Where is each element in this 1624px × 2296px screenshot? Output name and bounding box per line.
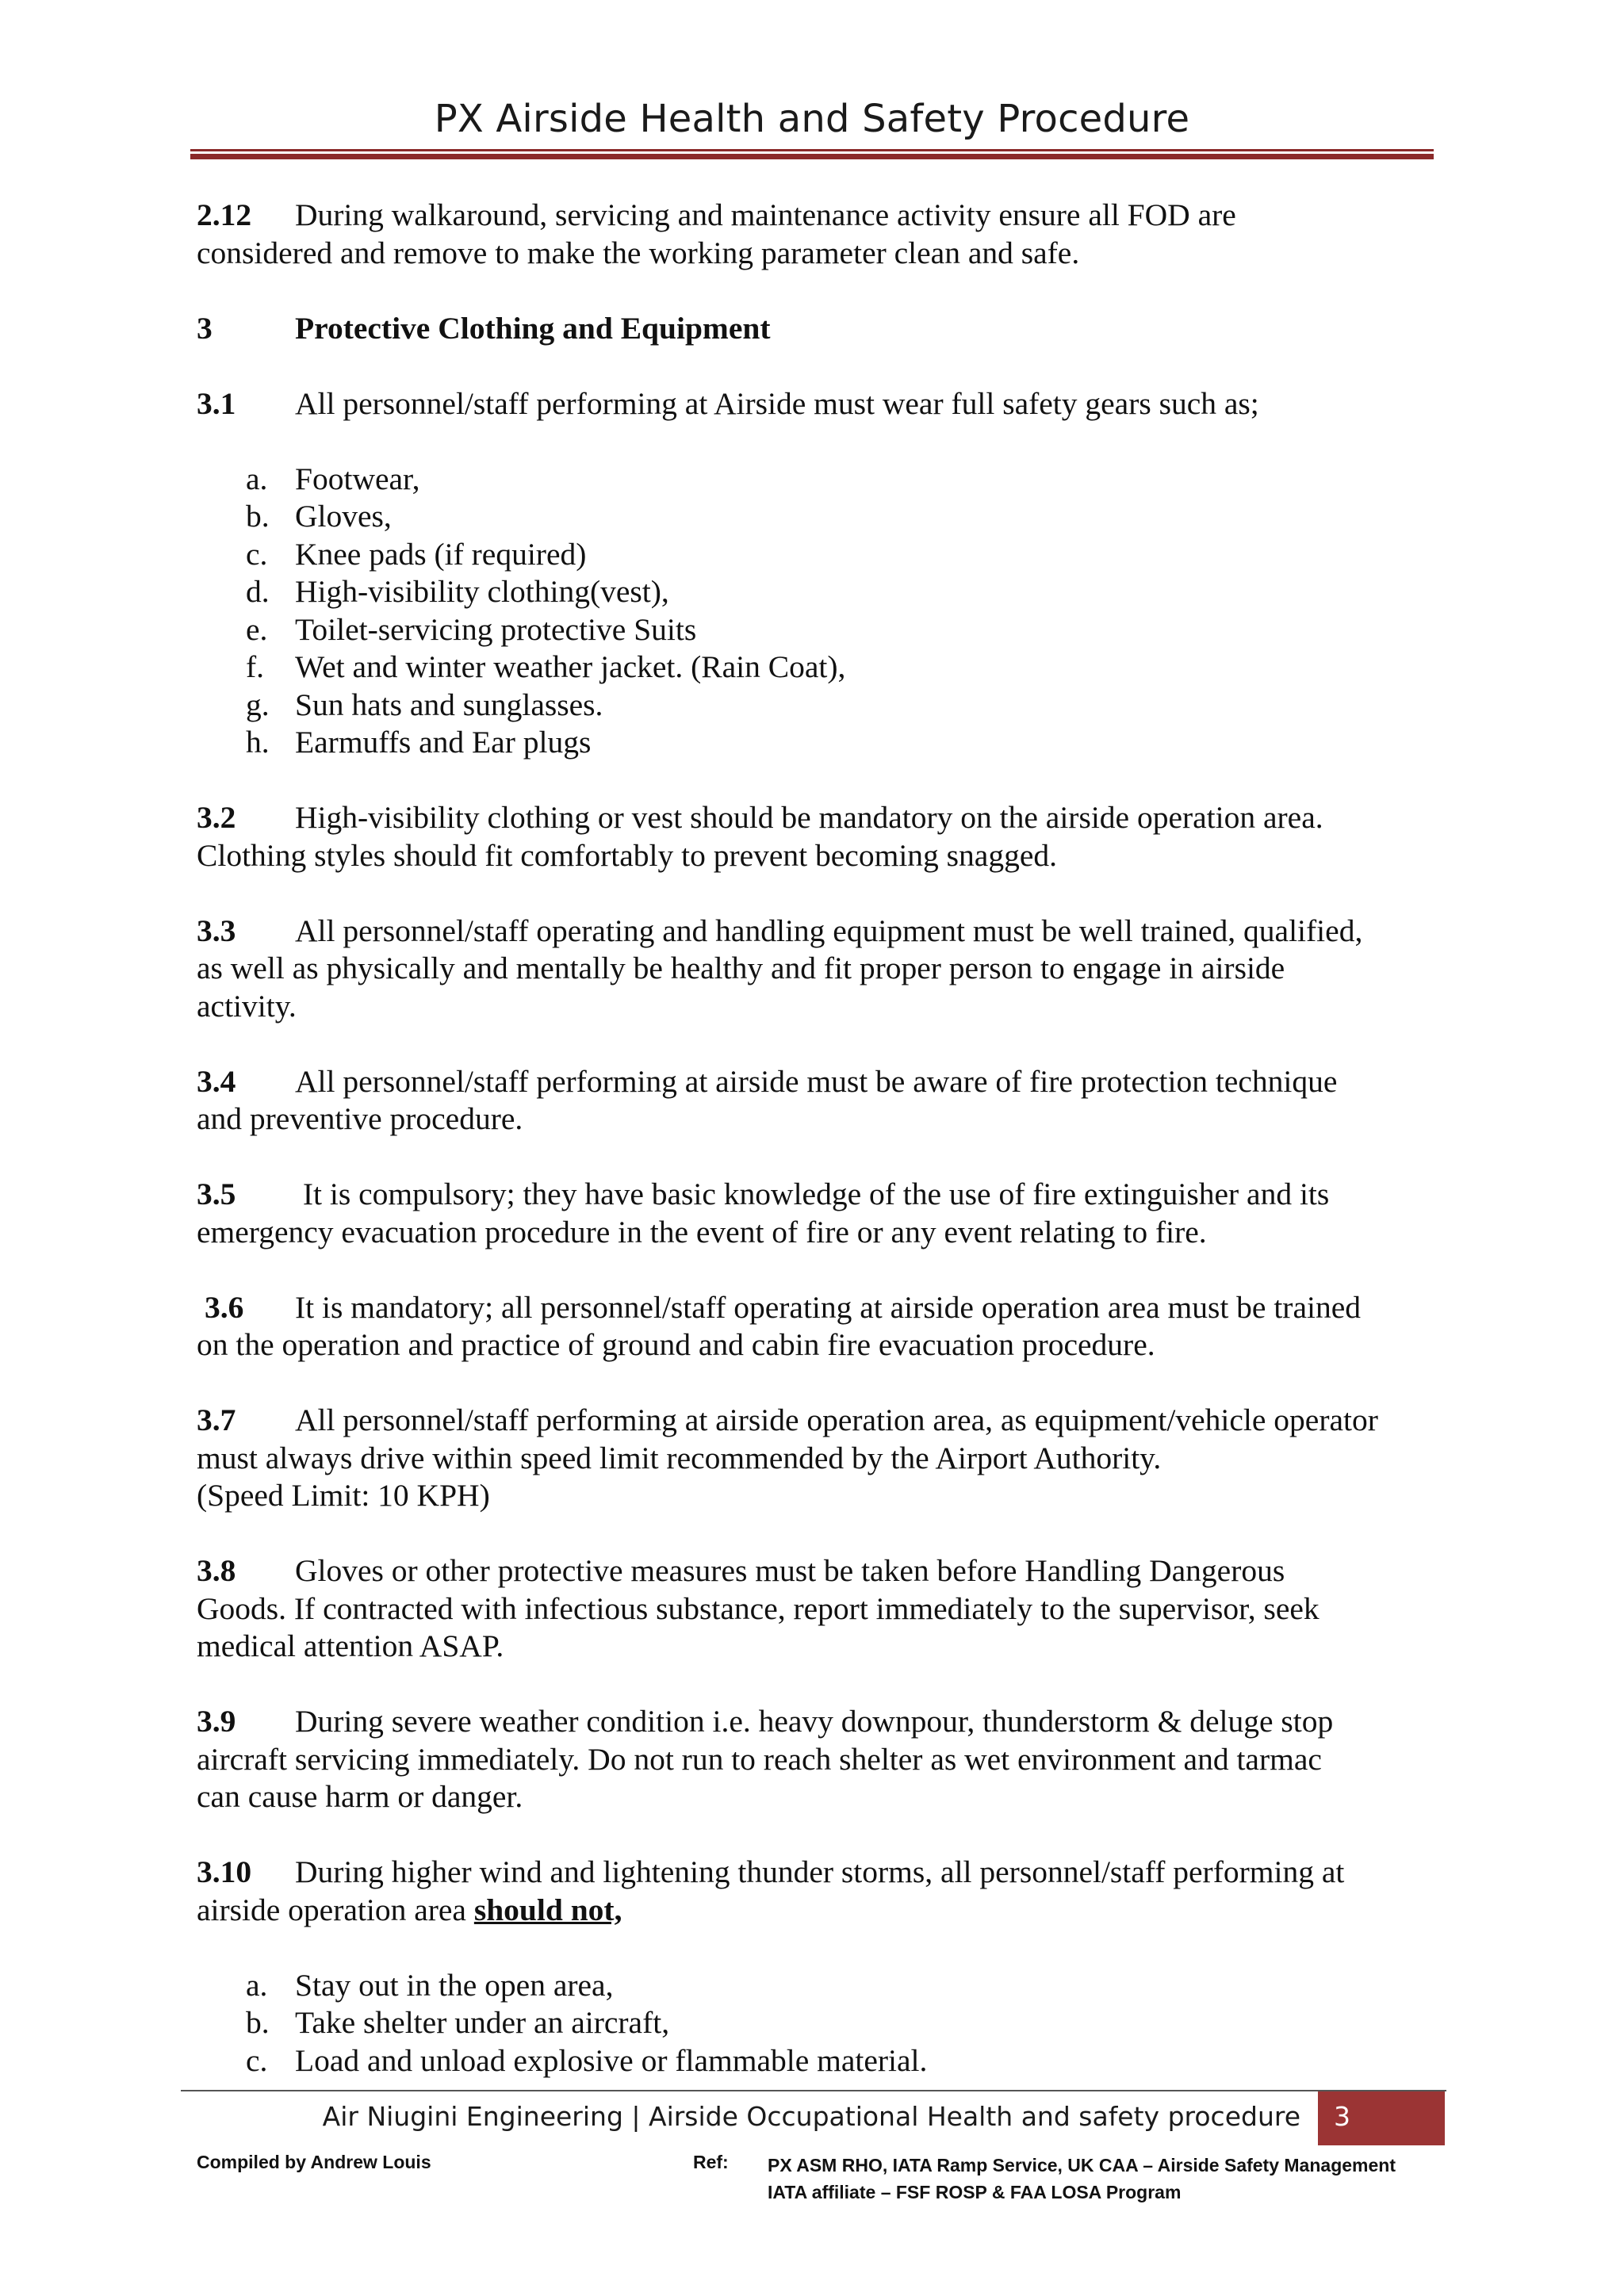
- section-title: Protective Clothing and Equipment: [295, 310, 771, 346]
- list-marker: g.: [246, 687, 270, 722]
- paragraph-number: 3.3: [197, 913, 236, 948]
- paragraph-3-1: [197, 385, 1450, 423]
- paragraph-3-10: [197, 1854, 1450, 1929]
- list-item: [197, 461, 1450, 499]
- list-marker: h.: [246, 725, 270, 760]
- paragraph-text: All personnel/staff performing at airside must be aware of fire protection technique: [295, 1063, 1338, 1099]
- section-number: 3: [197, 310, 213, 346]
- paragraph-number: 3.4: [197, 1063, 236, 1099]
- list-marker: a.: [246, 461, 268, 496]
- list-item-text: Take shelter under an aircraft,: [295, 2005, 670, 2040]
- list-item-text: High-visibility clothing(vest),: [295, 574, 669, 609]
- document-body: [197, 197, 1450, 2118]
- paragraph-text: During higher wind and lightening thunder storms, all personnel/staff performing at: [295, 1854, 1345, 1889]
- footer-ref-text: [768, 2152, 1396, 2206]
- paragraph-text: Clothing styles should fit comfortably to prevent becoming snagged.: [197, 837, 1057, 873]
- page-number: 3: [1334, 2101, 1350, 2132]
- list-marker: f.: [246, 649, 265, 684]
- list-marker: d.: [246, 574, 270, 609]
- footer-divider: [181, 2090, 1446, 2091]
- paragraph-text: During severe weather condition i.e. heavy downpour, thunderstorm & deluge stop: [295, 1704, 1334, 1739]
- list-item-text: Footwear,: [295, 461, 420, 496]
- paragraph-text: can cause harm or danger.: [197, 1779, 523, 1814]
- footer-title: Air Niugini Engineering | Airside Occupational Health and safety procedure: [322, 2101, 1300, 2132]
- list-item-text: Earmuffs and Ear plugs: [295, 725, 592, 760]
- paragraph-text: emergency evacuation procedure in the event of fire or any event relating to fire.: [197, 1214, 1207, 1249]
- paragraph-text: and preventive procedure.: [197, 1101, 523, 1136]
- list-item-text: Gloves,: [295, 499, 392, 534]
- list-item: [197, 687, 1450, 725]
- list-item-text: Sun hats and sunglasses.: [295, 687, 603, 722]
- paragraph-text: medical attention ASAP.: [197, 1628, 504, 1663]
- paragraph-2-12: [197, 197, 1450, 272]
- list-item-text: Stay out in the open area,: [295, 1967, 614, 2003]
- paragraph-text: Goods. If contracted with infectious substance, report immediately to the supervisor, seek: [197, 1590, 1320, 1626]
- paragraph-3-8: [197, 1552, 1450, 1666]
- paragraph-number: 3.5: [197, 1177, 236, 1211]
- list-marker: c.: [246, 2042, 268, 2078]
- paragraph-3-5: [197, 1176, 1450, 1251]
- list-marker: e.: [246, 611, 268, 647]
- paragraph-text: All personnel/staff performing at airside operation area, as equipment/vehicle operator: [295, 1402, 1378, 1437]
- list-item: [197, 1967, 1450, 2005]
- section-heading-3: [197, 310, 1450, 348]
- paragraph-number: 3.9: [197, 1704, 236, 1739]
- list-item: [197, 724, 1450, 762]
- paragraph-text: During walkaround, servicing and maintenance activity ensure all FOD are: [295, 197, 1236, 232]
- paragraph-number: 2.12: [197, 197, 252, 232]
- page-header-title: PX Airside Health and Safety Procedure: [434, 97, 1190, 141]
- paragraph-text: Gloves or other protective measures must be taken before Handling Dangerous: [295, 1553, 1285, 1588]
- paragraph-text: must always drive within speed limit recommended by the Airport Authority.: [197, 1440, 1162, 1475]
- safety-gear-list: [197, 461, 1450, 762]
- emphasized-text: should not,: [473, 1892, 622, 1927]
- storm-prohibitions-list: [197, 1967, 1450, 2080]
- paragraph-3-7: [197, 1402, 1450, 1515]
- paragraph-3-6: [197, 1289, 1450, 1364]
- list-marker: c.: [246, 536, 268, 572]
- list-item: [197, 498, 1450, 536]
- paragraph-text: activity.: [197, 988, 297, 1024]
- paragraph-3-9: [197, 1703, 1450, 1816]
- list-item: [197, 649, 1450, 687]
- paragraph-3-3: [197, 913, 1450, 1026]
- paragraph-text: All personnel/staff performing at Airside must wear full safety gears such as;: [295, 385, 1259, 421]
- paragraph-number: 3.7: [197, 1402, 236, 1437]
- paragraph-text: on the operation and practice of ground and cabin fire evacuation procedure.: [197, 1327, 1155, 1362]
- paragraph-number: 3.6: [205, 1289, 244, 1325]
- paragraph-text: It is compulsory; they have basic knowledge of the use of fire extinguisher and its: [295, 1177, 1330, 1211]
- paragraph-text: (Speed Limit: 10 KPH): [197, 1478, 490, 1513]
- footer-ref-label: Ref:: [693, 2152, 729, 2172]
- paragraph-text: considered and remove to make the working parameter clean and safe.: [197, 235, 1080, 270]
- paragraph-3-4: [197, 1063, 1450, 1138]
- paragraph-number: 3.2: [197, 800, 236, 835]
- list-marker: a.: [246, 1967, 268, 2003]
- paragraph-number: 3.10: [197, 1854, 252, 1889]
- paragraph-text: High-visibility clothing or vest should be mandatory on the airside operation area.: [295, 800, 1323, 835]
- header-divider: [190, 149, 1434, 159]
- list-item: [197, 536, 1450, 574]
- list-item: [197, 2004, 1450, 2042]
- list-item: [197, 573, 1450, 611]
- paragraph-number: 3.8: [197, 1553, 236, 1588]
- list-item-text: Toilet-servicing protective Suits: [295, 611, 697, 647]
- list-item-text: Wet and winter weather jacket. (Rain Coat),: [295, 649, 846, 684]
- paragraph-text: It is mandatory; all personnel/staff operating at airside operation area must be trained: [295, 1289, 1362, 1325]
- list-item: [197, 2042, 1450, 2080]
- list-item-text: Load and unload explosive or flammable material.: [295, 2042, 928, 2078]
- list-marker: b.: [246, 499, 270, 534]
- list-marker: b.: [246, 2005, 270, 2040]
- paragraph-text: aircraft servicing immediately. Do not run to reach shelter as wet environment and tarmac: [197, 1741, 1322, 1777]
- footer-compiled-by: Compiled by Andrew Louis: [197, 2152, 431, 2172]
- list-item: [197, 611, 1450, 649]
- paragraph-text: as well as physically and mentally be healthy and fit proper person to engage in airside: [197, 951, 1285, 985]
- footer-ref-line: IATA affiliate – FSF ROSP & FAA LOSA Program: [768, 2182, 1182, 2202]
- footer-ref-line: PX ASM RHO, IATA Ramp Service, UK CAA – Airside Safety Management: [768, 2155, 1396, 2175]
- paragraph-text: airside operation area: [197, 1892, 474, 1927]
- paragraph-number: 3.1: [197, 385, 236, 421]
- paragraph-3-2: [197, 799, 1450, 874]
- paragraph-text: All personnel/staff operating and handling equipment must be well trained, qualified,: [295, 913, 1363, 948]
- list-item-text: Knee pads (if required): [295, 536, 587, 572]
